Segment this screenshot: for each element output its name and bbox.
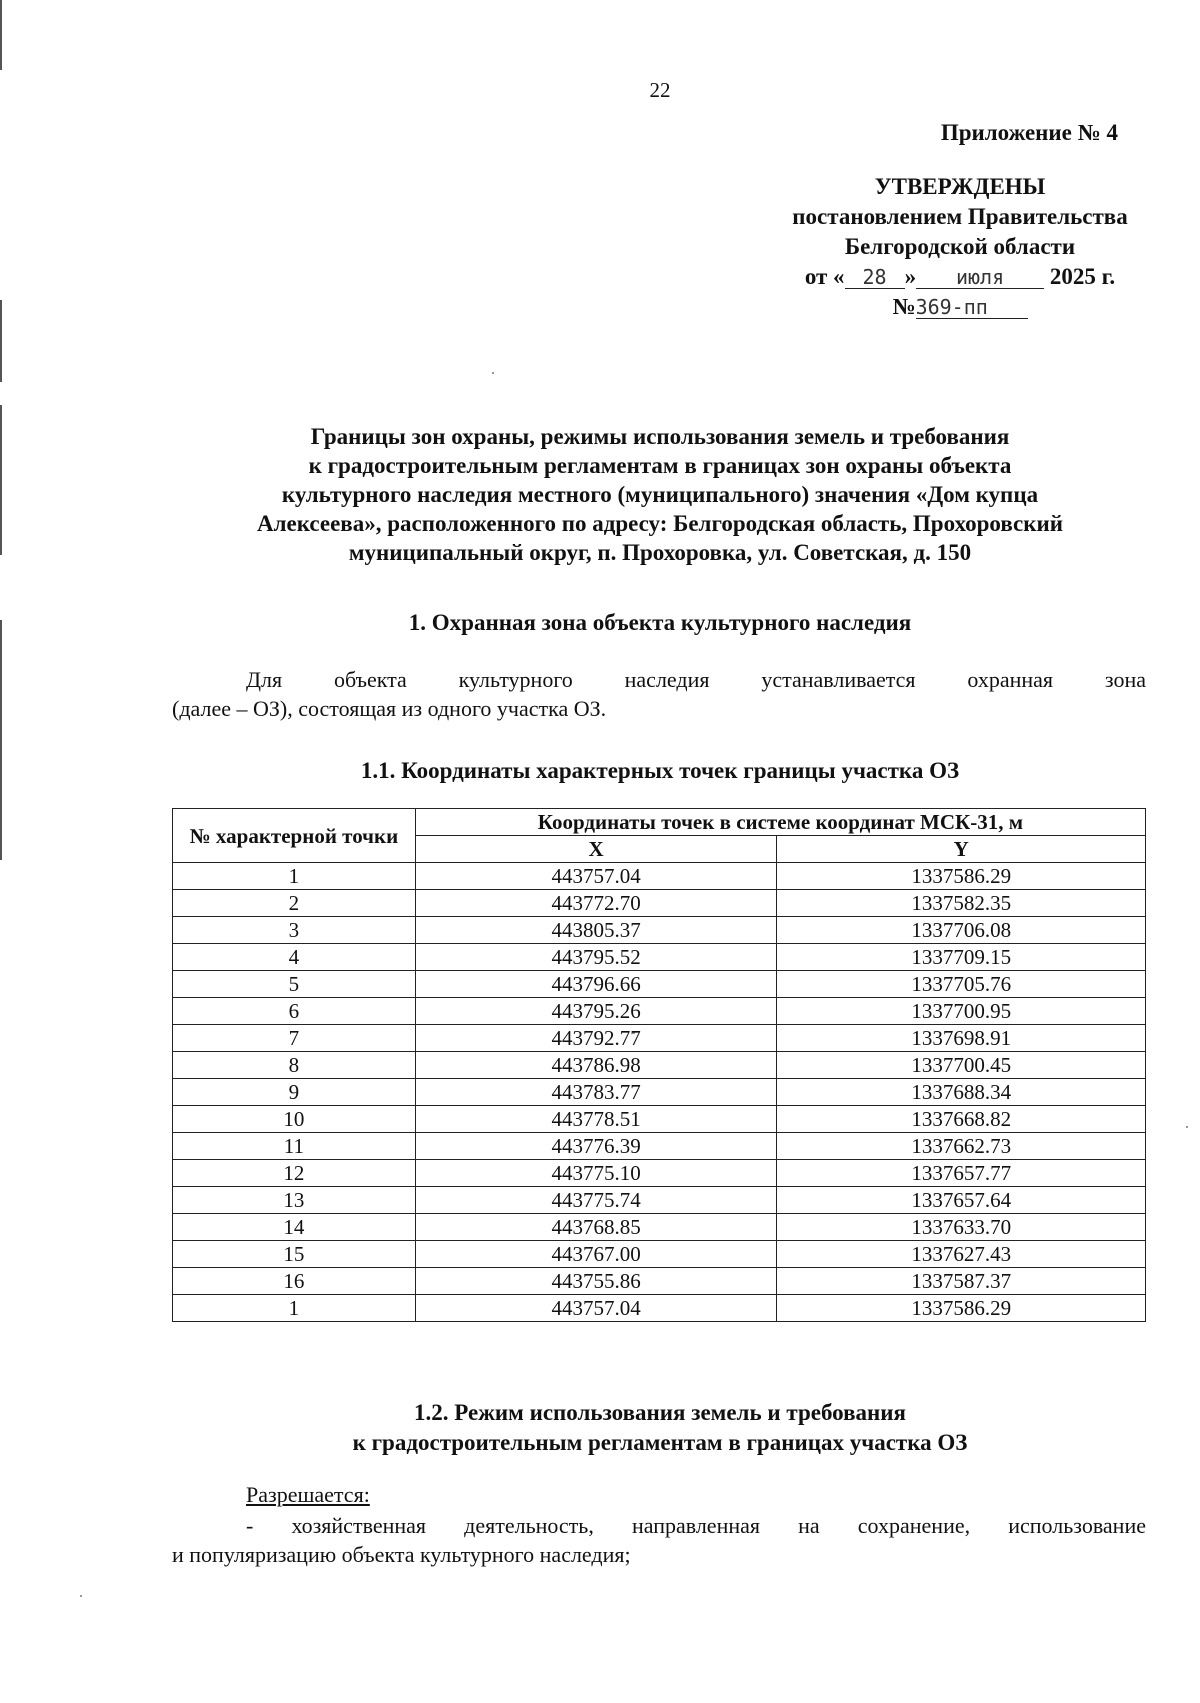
cell-y: 1337627.43 <box>777 1241 1146 1268</box>
table-row <box>173 1241 1146 1268</box>
allowed-label: Разрешается: <box>246 1482 370 1507</box>
scan-edge-line <box>0 300 2 382</box>
scan-edge-line <box>0 405 2 555</box>
section-1-heading: 1. Охранная зона объекта культурного наследия <box>408 610 912 635</box>
cell-y: 1337688.34 <box>777 1079 1146 1106</box>
approved-label: УТВЕРЖДЕНЫ <box>874 174 1046 199</box>
approved-by-line2: Белгородской области <box>844 234 1076 259</box>
cell-point-number: 15 <box>173 1241 416 1268</box>
cell-point-number: 1 <box>173 863 416 890</box>
cell-point-number: 16 <box>173 1268 416 1295</box>
table-row <box>173 1214 1146 1241</box>
cell-y: 1337698.91 <box>777 1025 1146 1052</box>
approved-by-line1: постановлением Правительства <box>792 204 1128 229</box>
title-line: Границы зон охраны, режимы использования земель и требования <box>310 424 1010 449</box>
cell-x: 443783.77 <box>415 1079 777 1106</box>
table-row <box>173 971 1146 998</box>
cell-y: 1337709.15 <box>777 944 1146 971</box>
table-row <box>173 1268 1146 1295</box>
cell-point-number: 12 <box>173 1160 416 1187</box>
header-x: X <box>415 836 777 863</box>
cell-y: 1337705.76 <box>777 971 1146 998</box>
table-row <box>173 1052 1146 1079</box>
paragraph-line: Для объекта культурного наследия устанавливается охранная зона <box>246 667 1146 692</box>
scan-edge-line <box>0 620 2 860</box>
cell-x: 443778.51 <box>415 1106 777 1133</box>
cell-point-number: 10 <box>173 1106 416 1133</box>
cell-y: 1337700.95 <box>777 998 1146 1025</box>
cell-point-number: 5 <box>173 971 416 998</box>
table-row <box>173 1295 1146 1322</box>
coordinates-table-body <box>173 863 1146 1322</box>
cell-x: 443792.77 <box>415 1025 777 1052</box>
cell-y: 1337582.35 <box>777 890 1146 917</box>
cell-y: 1337586.29 <box>777 1295 1146 1322</box>
cell-x: 443757.04 <box>415 863 777 890</box>
cell-y: 1337586.29 <box>777 863 1146 890</box>
cell-x: 443795.26 <box>415 998 777 1025</box>
cell-x: 443776.39 <box>415 1133 777 1160</box>
item-line: - хозяйственная деятельность, направленная на сохранение, использование <box>246 1513 1146 1538</box>
cell-point-number: 14 <box>173 1214 416 1241</box>
table-row <box>173 863 1146 890</box>
cell-y: 1337668.82 <box>777 1106 1146 1133</box>
table-row <box>173 998 1146 1025</box>
cell-point-number: 7 <box>173 1025 416 1052</box>
date-year: 2025 г. <box>1049 264 1116 289</box>
cell-x: 443805.37 <box>415 917 777 944</box>
item-line: и популяризацию объекта культурного наследия; <box>172 1542 631 1567</box>
table-row <box>173 890 1146 917</box>
heading-line: к градостроительным регламентам в границах участка ОЗ <box>352 1430 968 1455</box>
date-mid: » <box>904 264 917 289</box>
scan-speck <box>492 372 494 374</box>
cell-y: 1337700.45 <box>777 1052 1146 1079</box>
cell-x: 443775.74 <box>415 1187 777 1214</box>
cell-y: 1337657.77 <box>777 1160 1146 1187</box>
cell-y: 1337633.70 <box>777 1214 1146 1241</box>
table-row <box>173 917 1146 944</box>
document-number: 369-пп <box>916 296 1028 319</box>
scan-speck <box>80 1595 82 1597</box>
table-row <box>173 1160 1146 1187</box>
allowed-item <box>172 1511 1146 1569</box>
cell-x: 443775.10 <box>415 1160 777 1187</box>
scan-edge-line <box>0 0 2 70</box>
cell-point-number: 4 <box>173 944 416 971</box>
cell-x: 443768.85 <box>415 1214 777 1241</box>
title-line: к градостроительным регламентам в границах зон охраны объекта <box>308 453 1012 478</box>
date-prefix: от « <box>804 264 845 289</box>
cell-x: 443755.86 <box>415 1268 777 1295</box>
cell-point-number: 1 <box>173 1295 416 1322</box>
table-row <box>173 1187 1146 1214</box>
cell-x: 443795.52 <box>415 944 777 971</box>
paragraph-line: (далее – ОЗ), состоящая из одного участка ОЗ. <box>172 696 607 721</box>
header-coordinates: Координаты точек в системе координат МСК-31, м <box>415 809 1145 836</box>
cell-x: 443767.00 <box>415 1241 777 1268</box>
number-prefix: № <box>892 294 916 319</box>
approval-number <box>760 292 1160 322</box>
table-row <box>173 1025 1146 1052</box>
table-row <box>173 1133 1146 1160</box>
cell-point-number: 13 <box>173 1187 416 1214</box>
cell-x: 443796.66 <box>415 971 777 998</box>
section-1-1-heading: 1.1. Координаты характерных точек границы участка ОЗ <box>360 758 960 783</box>
table-row <box>173 944 1146 971</box>
heading-line: 1.2. Режим использования земель и требования <box>414 1400 906 1425</box>
cell-y: 1337587.37 <box>777 1268 1146 1295</box>
cell-x: 443786.98 <box>415 1052 777 1079</box>
title-line: Алексеева», расположенного по адресу: Белгородская область, Прохоровский <box>256 511 1064 536</box>
header-point-number: № характерной точки <box>173 809 416 863</box>
approval-date <box>760 262 1160 292</box>
table-row <box>173 1079 1146 1106</box>
title-line: культурного наследия местного (муниципального) значения «Дом купца <box>281 482 1039 507</box>
cell-x: 443772.70 <box>415 890 777 917</box>
coordinates-table <box>172 808 1146 1322</box>
cell-x: 443757.04 <box>415 1295 777 1322</box>
approval-block <box>760 118 1160 322</box>
cell-point-number: 3 <box>173 917 416 944</box>
page-number: 22 <box>649 78 671 102</box>
cell-y: 1337662.73 <box>777 1133 1146 1160</box>
cell-point-number: 9 <box>173 1079 416 1106</box>
document-title <box>170 422 1150 567</box>
cell-point-number: 8 <box>173 1052 416 1079</box>
table-row <box>173 1106 1146 1133</box>
cell-y: 1337706.08 <box>777 917 1146 944</box>
section-1-2-heading <box>170 1398 1150 1458</box>
header-y: Y <box>777 836 1146 863</box>
cell-point-number: 6 <box>173 998 416 1025</box>
cell-point-number: 2 <box>173 890 416 917</box>
date-month: июля <box>916 266 1044 289</box>
cell-y: 1337657.64 <box>777 1187 1146 1214</box>
scan-speck <box>1186 1126 1188 1128</box>
section-1-paragraph <box>172 665 1146 723</box>
title-line: муниципальный округ, п. Прохоровка, ул. Советская, д. 150 <box>348 540 972 565</box>
date-day: 28 <box>845 266 905 289</box>
appendix-label: Приложение № 4 <box>940 120 1118 145</box>
cell-point-number: 11 <box>173 1133 416 1160</box>
